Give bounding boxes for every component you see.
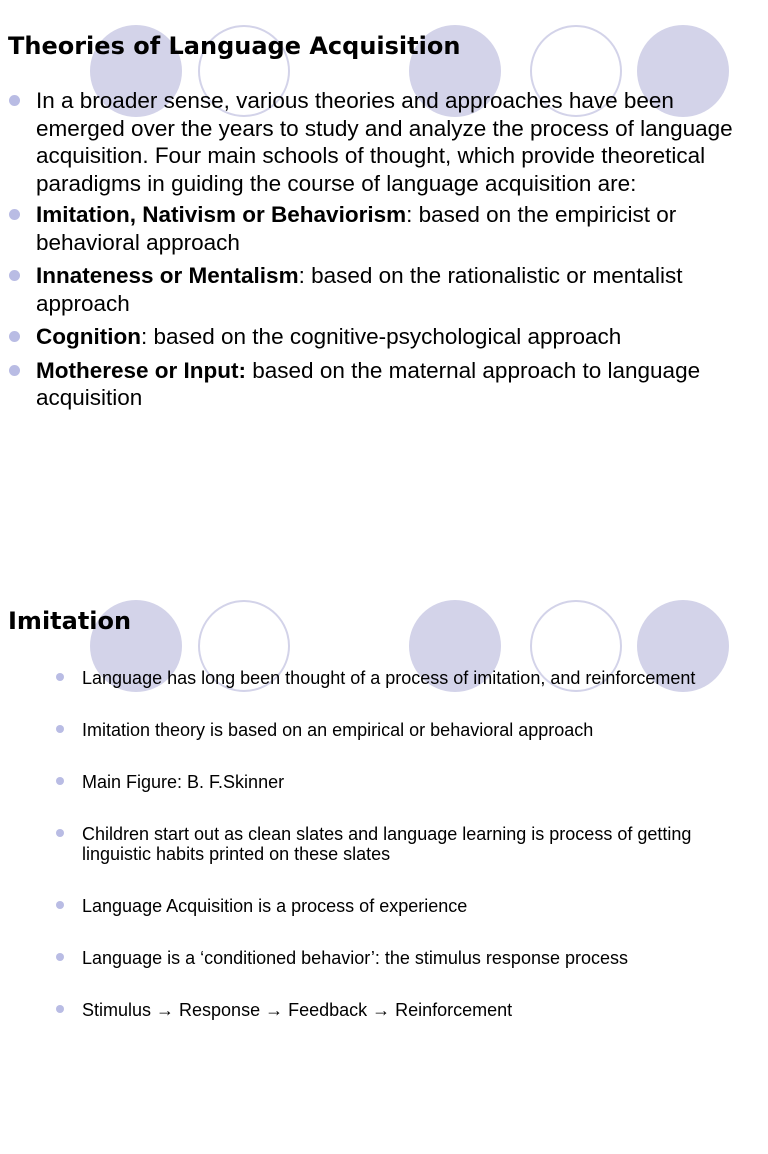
school-term: Imitation, Nativism or Behaviorism <box>36 202 407 227</box>
bullet-icon <box>56 1005 64 1013</box>
school-desc: : based on the rationalistic or mentalist approach <box>36 263 683 316</box>
bullet-text: Language Acquisition is a process of experience <box>82 896 468 916</box>
list-item <box>36 87 736 197</box>
list-item <box>82 896 754 916</box>
bullet-icon <box>9 209 20 220</box>
bullet-icon <box>9 331 20 342</box>
list-item <box>36 262 736 317</box>
list-item <box>36 201 736 256</box>
bullet-list <box>82 668 754 1052</box>
list-item <box>36 323 736 351</box>
bullet-icon <box>56 777 64 785</box>
slide-theories <box>0 0 768 576</box>
bullet-icon <box>9 95 20 106</box>
list-item <box>82 772 754 792</box>
bullet-icon <box>56 953 64 961</box>
bullet-list <box>36 87 736 418</box>
bullet-icon <box>56 725 64 733</box>
list-item <box>82 824 754 864</box>
bullet-text: Main Figure: B. F.Skinner <box>82 772 285 792</box>
bullet-icon <box>9 365 20 376</box>
school-term: Motherese or Input: <box>36 357 247 383</box>
bullet-icon <box>56 901 64 909</box>
bullet-text: Stimulus → Response → Feedback → Reinforcement <box>82 1000 513 1020</box>
school-desc: : based on the empiricist or behavioral approach <box>36 202 677 255</box>
bullet-icon <box>56 673 64 681</box>
slide-imitation <box>0 578 768 1154</box>
list-item <box>82 668 754 688</box>
slide-title: Theories of Language Acquisition <box>8 32 461 60</box>
school-term: Cognition <box>36 324 141 349</box>
intro-text: In a broader sense, various theories and approaches have been emerged over the years to study and analyze the process of language acquisition. Four main schools of thought, which provide theoretical paradigms in guiding the course of language acquisition are: <box>36 88 733 196</box>
bullet-text: Language is a ‘conditioned behavior’: the stimulus response process <box>82 948 629 968</box>
list-item <box>82 1000 754 1020</box>
bullet-icon <box>9 270 20 281</box>
list-item <box>82 720 754 740</box>
school-term: Innateness or Mentalism <box>36 263 299 288</box>
slide-title: Imitation <box>8 607 132 635</box>
bullet-icon <box>56 829 64 837</box>
school-desc: : based on the cognitive-psychological approach <box>140 324 622 349</box>
bullet-text: Children start out as clean slates and language learning is process of getting linguistic habits printed on these slates <box>82 824 692 864</box>
bullet-text: Language has long been thought of a process of imitation, and reinforcement <box>82 668 696 688</box>
list-item <box>36 357 736 412</box>
list-item <box>82 948 754 968</box>
school-desc: based on the maternal approach to language acquisition <box>36 357 701 410</box>
bullet-text: Imitation theory is based on an empirical or behavioral approach <box>82 720 594 740</box>
